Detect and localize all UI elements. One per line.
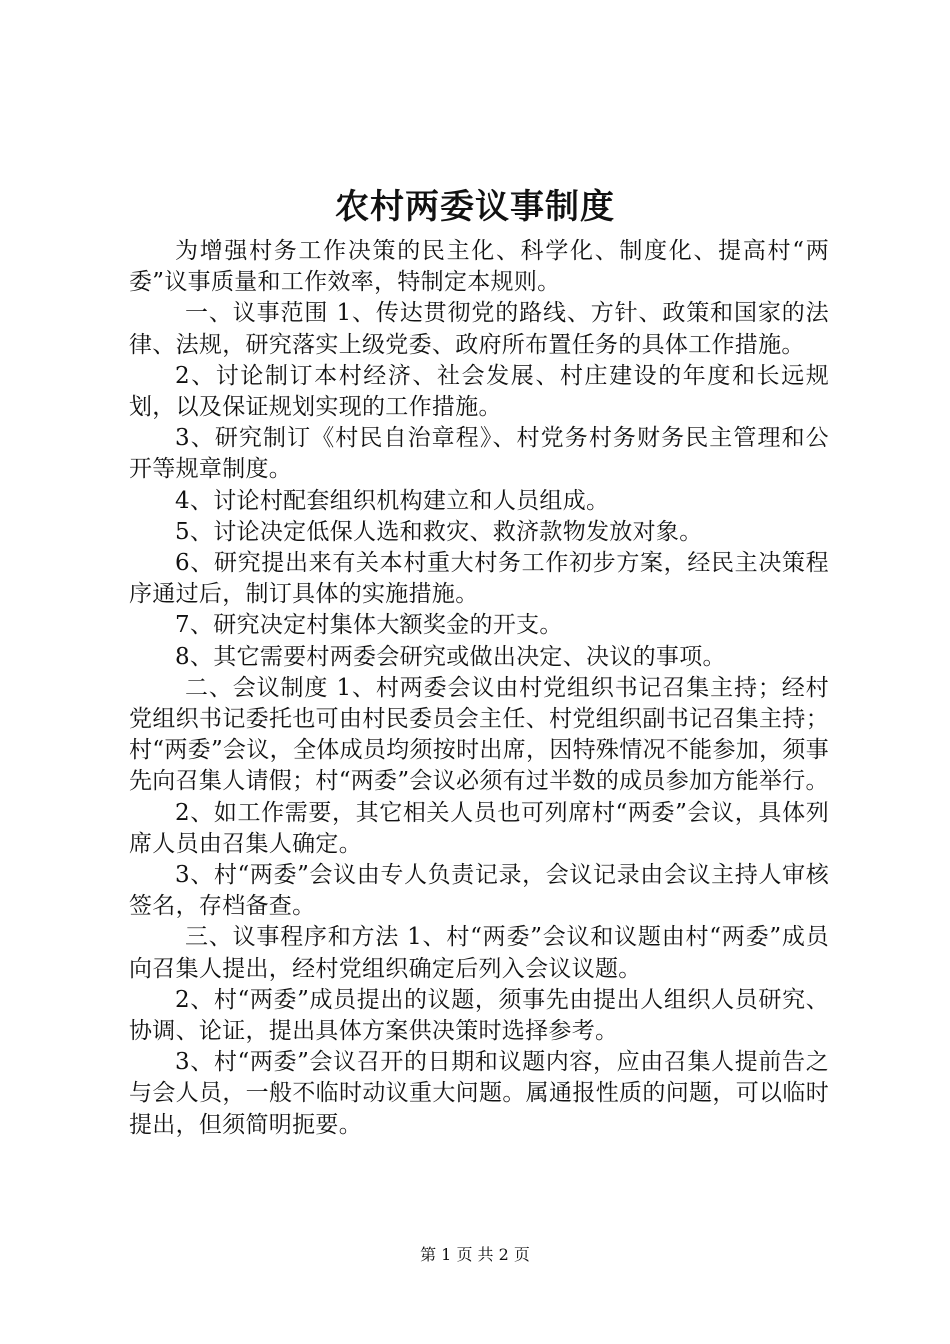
paragraph-section-1-heading: 一、议事范围 1、传达贯彻党的路线、方针、政策和国家的法律、法规，研究落实上级党委、政府所布置任务的具体工作措施。: [129, 300, 829, 358]
paragraph-scope-item-4: 4、讨论村配套组织机构建立和人员组成。: [175, 487, 610, 514]
document-title: 农村两委议事制度: [335, 187, 615, 227]
paragraph-section-2-heading: 二、会议制度 1、村两委会议由村党组织书记召集主持；经村党组织书记委托也可由村民委员会主任、村党组织副书记召集主持；村“两委”会议，全体成员均须按时出席，因特殊情况不能参加，须事先向召集人请假；村“两委”会议必须有过半数的成员参加方能举行。: [129, 674, 829, 795]
paragraph-section-3-heading: 三、议事程序和方法 1、村“两委”会议和议题由村“两委”成员向召集人提出，经村党组织确定后列入会议议题。: [129, 924, 829, 982]
paragraph-scope-item-3: 3、研究制订《村民自治章程》、村党务村务财务民主管理和公开等规章制度。: [129, 425, 829, 483]
paragraph-meeting-item-3: 3、村“两委”会议由专人负责记录，会议记录由会议主持人审核签名，存档备查。: [129, 862, 829, 920]
paragraph-scope-item-7: 7、研究决定村集体大额奖金的开支。: [175, 612, 563, 639]
document-body: [129, 236, 829, 1141]
paragraph-scope-item-8: 8、其它需要村两委会研究或做出决定、决议的事项。: [175, 643, 726, 670]
page-number-footer: 第 1 页 共 2 页: [420, 1245, 530, 1264]
paragraph-scope-item-2: 2、讨论制订本村经济、社会发展、村庄建设的年度和长远规划，以及保证规划实现的工作措施。: [129, 362, 829, 421]
paragraph-meeting-item-2: 2、如工作需要，其它相关人员也可列席村“两委”会议，具体列席人员由召集人确定。: [129, 799, 829, 857]
paragraph-scope-item-5: 5、讨论决定低保人选和救灾、救济款物发放对象。: [175, 518, 703, 545]
paragraph-procedure-item-3: 3、村“两委”会议召开的日期和议题内容，应由召集人提前告之与会人员，一般不临时动议重大问题。属通报性质的问题，可以临时提出，但须简明扼要。: [129, 1049, 829, 1138]
paragraph-scope-item-6: 6、研究提出来有关本村重大村务工作初步方案，经民主决策程序通过后，制订具体的实施措施。: [129, 550, 829, 608]
paragraph-intro: 为增强村务工作决策的民主化、科学化、制度化、提高村“两委”议事质量和工作效率，特制定本规则。: [129, 238, 829, 296]
paragraph-procedure-item-2: 2、村“两委”成员提出的议题，须事先由提出人组织人员研究、协调、论证，提出具体方案供决策时选择参考。: [129, 986, 829, 1045]
